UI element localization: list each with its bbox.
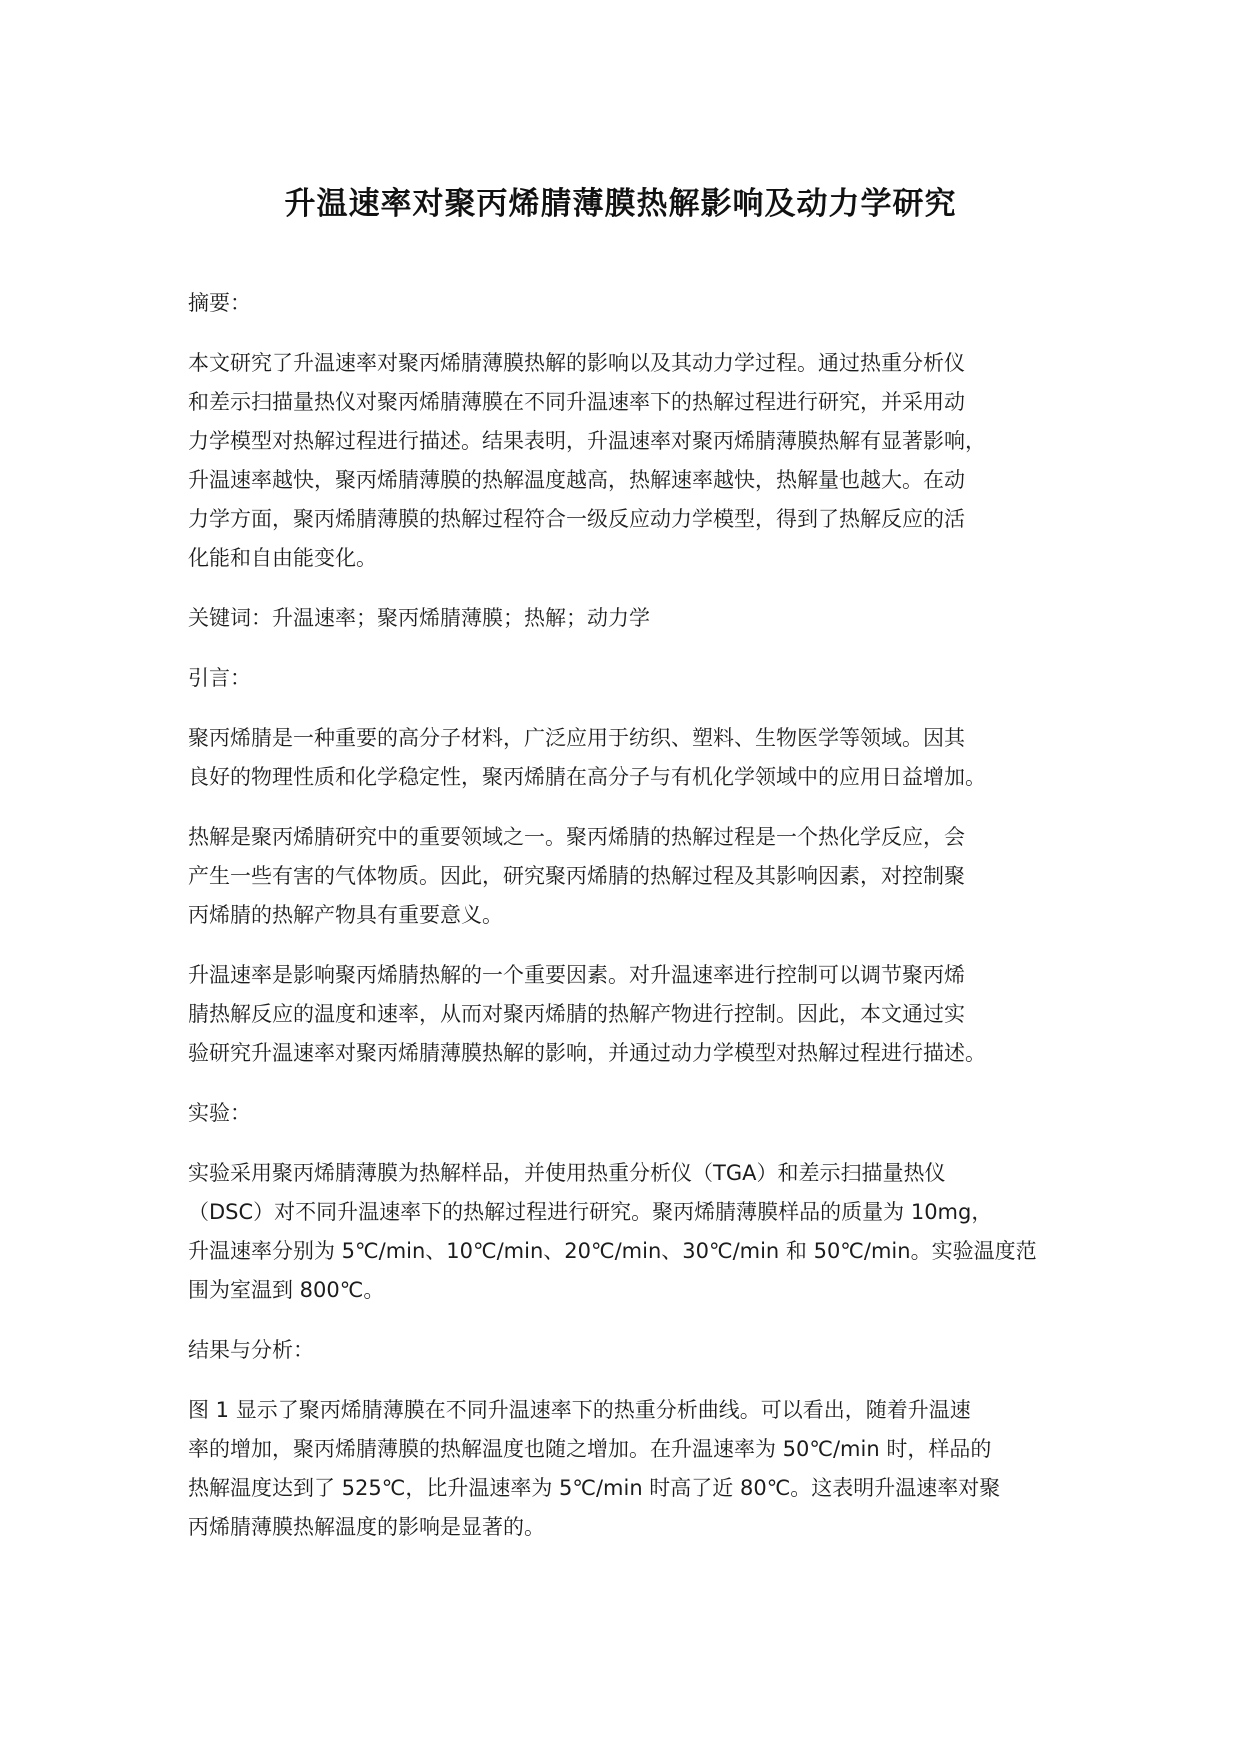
abstract-line: 本文研究了升温速率对聚丙烯腈薄膜热解的影响以及其动力学过程。通过热重分析仪 [188,351,965,375]
experiment-line: （DSC）对不同升温速率下的热解过程进行研究。聚丙烯腈薄膜样品的质量为 10mg， [188,1200,993,1224]
results-heading: 结果与分析： [188,1338,314,1362]
abstract-heading: 摘要： [188,291,251,315]
experiment-line: 实验采用聚丙烯腈薄膜为热解样品，并使用热重分析仪（TGA）和差示扫描量热仪 [188,1161,946,1185]
intro-line: 产生一些有害的气体物质。因此，研究聚丙烯腈的热解过程及其影响因素，对控制聚 [188,864,965,888]
intro-paragraph-3 [188,956,1068,1073]
document-title: 升温速率对聚丙烯腈薄膜热解影响及动力学研究 [284,186,957,222]
intro-paragraph-1 [188,719,1068,797]
experiment-paragraph [188,1154,1068,1310]
results-line: 热解温度达到了 525℃，比升温速率为 5℃/min 时高了近 80℃。这表明升温速率对聚 [188,1476,1001,1500]
intro-line: 聚丙烯腈是一种重要的高分子材料，广泛应用于纺织、塑料、生物医学等领域。因其 [188,726,965,750]
abstract-line: 化能和自由能变化。 [188,546,377,570]
intro-line: 升温速率是影响聚丙烯腈热解的一个重要因素。对升温速率进行控制可以调节聚丙烯 [188,963,965,987]
results-line: 图 1 显示了聚丙烯腈薄膜在不同升温速率下的热重分析曲线。可以看出，随着升温速 [188,1398,971,1422]
intro-line: 验研究升温速率对聚丙烯腈薄膜热解的影响，并通过动力学模型对热解过程进行描述。 [188,1041,986,1065]
abstract-line: 力学模型对热解过程进行描述。结果表明，升温速率对聚丙烯腈薄膜热解有显著影响， [188,429,986,453]
intro-heading: 引言： [188,666,251,690]
intro-line: 良好的物理性质和化学稳定性，聚丙烯腈在高分子与有机化学领域中的应用日益增加。 [188,765,986,789]
abstract-line: 力学方面，聚丙烯腈薄膜的热解过程符合一级反应动力学模型，得到了热解反应的活 [188,507,965,531]
keywords-line: 关键词：升温速率；聚丙烯腈薄膜；热解；动力学 [188,606,650,630]
intro-paragraph-2 [188,818,1068,935]
intro-line: 腈热解反应的温度和速率，从而对聚丙烯腈的热解产物进行控制。因此，本文通过实 [188,1002,965,1026]
abstract-line: 升温速率越快，聚丙烯腈薄膜的热解温度越高，热解速率越快，热解量也越大。在动 [188,468,965,492]
experiment-line: 围为室温到 800℃。 [188,1278,385,1302]
results-paragraph [188,1391,1068,1547]
experiment-heading: 实验： [188,1101,251,1125]
experiment-line: 升温速率分别为 5℃/min、10℃/min、20℃/min、30℃/min 和 50℃/min。实验温度范 [188,1239,1037,1263]
abstract-line: 和差示扫描量热仪对聚丙烯腈薄膜在不同升温速率下的热解过程进行研究，并采用动 [188,390,965,414]
results-line: 丙烯腈薄膜热解温度的影响是显著的。 [188,1515,545,1539]
document-body [188,284,1068,1547]
intro-line: 丙烯腈的热解产物具有重要意义。 [188,903,503,927]
intro-line: 热解是聚丙烯腈研究中的重要领域之一。聚丙烯腈的热解过程是一个热化学反应，会 [188,825,965,849]
abstract-paragraph [188,344,1068,578]
results-line: 率的增加，聚丙烯腈薄膜的热解温度也随之增加。在升温速率为 50℃/min 时，样品的 [188,1437,992,1461]
